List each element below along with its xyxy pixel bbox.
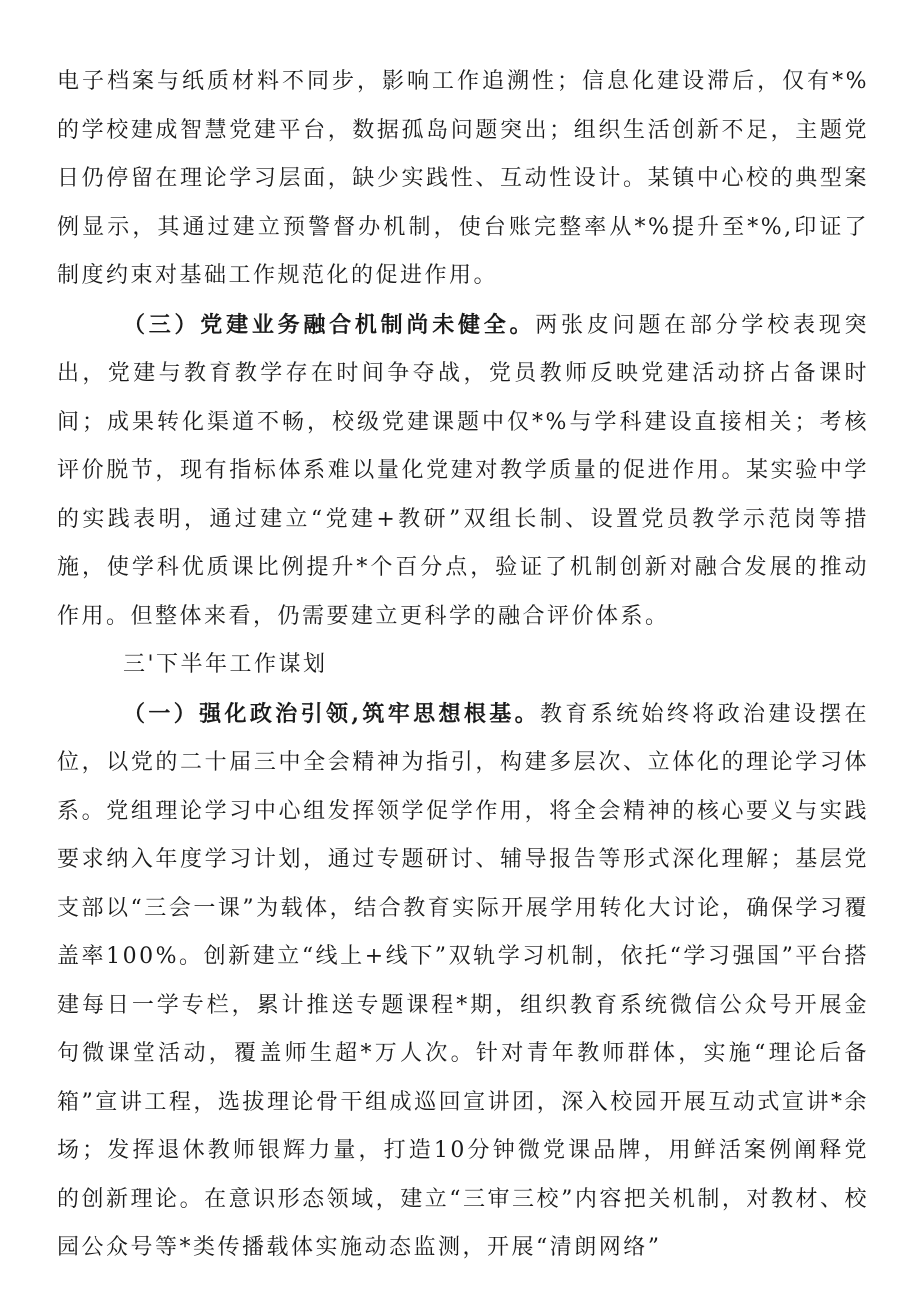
paragraph-text: 两张皮问题在部分学校表现突出，党建与教育教学存在时间争夺战，党员教师反映党建活动挤占备课时间；成果转化渠道不畅，校级党建课题中仅*%与学科建设直接相关；考核评价脱节，现有指标体系难以量化党建对教学质量的促进作用。某实验中学的实践表明，通过建立“党建+教研”双组长制、设置党员教学示范岗等措施，使学科优质课比例提升*个百分点，验证了机制创新对融合发展的推动作用。但整体来看，仍需要建立更科学的融合评价体系。 xyxy=(57,312,869,629)
paragraph-title: （一）强化政治引领,筑牢思想根基。 xyxy=(123,700,540,727)
section-heading: 三'下半年工作谋划 xyxy=(123,652,328,677)
document-body xyxy=(57,58,869,1273)
paragraph-continuation: 电子档案与纸质材料不同步，影响工作追溯性；信息化建设滞后，仅有*%的学校建成智慧党建平台，数据孤岛问题突出；组织生活创新不足，主题党日仍停留在理论学习层面，缺少实践性、互动性设计。某镇中心校的典型案例显示，其通过建立预警督办机制，使台账完整率从*%提升至*%,印证了制度约束对基础工作规范化的促进作用。 xyxy=(57,69,869,288)
paragraph-section-3-1 xyxy=(57,690,869,1273)
paragraph-text: 教育系统始终将政治建设摆在位，以党的二十届三中全会精神为指引，构建多层次、立体化的理论学习体系。党组理论学习中心组发挥领学促学作用，将全会精神的核心要义与实践要求纳入年度学习计划，通过专题研讨、辅导报告等形式深化理解；基层党支部以“三会一课”为载体，结合教育实际开展学用转化大讨论，确保学习覆盖率100%。创新建立“线上+线下”双轨学习机制，依托“学习强国”平台搭建每日一学专栏，累计推送专题课程*期，组织教育系统微信公众号开展金句微课堂活动，覆盖师生超*万人次。针对青年教师群体，实施“理论后备箱”宣讲工程，选拔理论骨干组成巡回宣讲团，深入校园开展互动式宣讲*余场；发挥退休教师银辉力量，打造10分钟微党课品牌，用鲜活案例阐释党的创新理论。在意识形态领域，建立“三审三校”内容把关机制，对教材、校园公众号等*类传播载体实施动态监测，开展“清朗网络” xyxy=(57,701,869,1260)
paragraph-title: （三）党建业务融合机制尚未健全。 xyxy=(123,311,536,338)
paragraph-section-2-3 xyxy=(57,301,869,642)
